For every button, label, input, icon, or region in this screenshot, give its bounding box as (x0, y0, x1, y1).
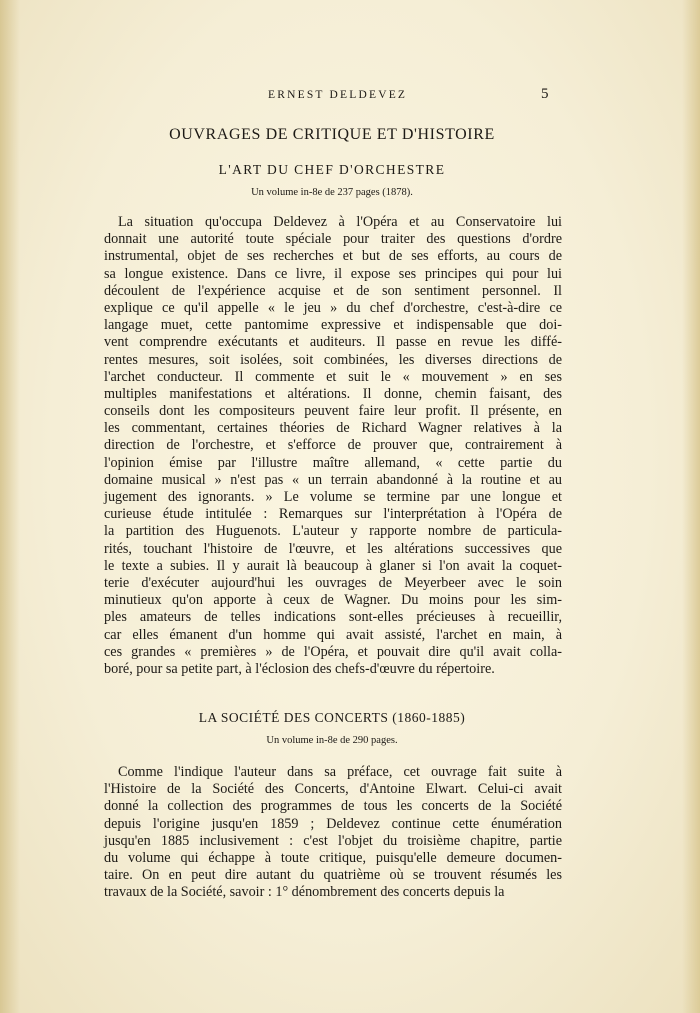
text-line: La situation qu'occupa Deldevez à l'Opéra et au Conservatoire lui (118, 214, 562, 230)
text-line: jusqu'en 1885 inclusivement : c'est l'objet du troisième chapitre, partie (104, 832, 562, 849)
text-line: ces grandes « premières » de l'Opéra, et pouvait dire qu'il avait colla- (104, 643, 562, 660)
text-line: direction de l'orchestre, et s'efforce de prouver que, contrairement à (104, 437, 562, 454)
text-line: vent comprendre exécutants et auditeurs. Il passe en revue les diffé- (104, 334, 562, 351)
text-line: depuis l'origine jusqu'en 1859 ; Deldevez continue cette énumération (104, 815, 562, 832)
text-line: donnait une autorité toute spéciale pour traiter des questions d'ordre (104, 231, 562, 248)
text-line: les commentant, certaines théories de Richard Wagner relatives à la (104, 420, 562, 437)
text-line: sa longue existence. Dans ce livre, il expose ses principes qui pour lui (104, 265, 562, 282)
text-line: l'opinion émise par l'illustre maître allemand, « cette partie du (104, 454, 562, 471)
text-line: instrumental, objet de ses recherches et but de ses efforts, au cours de (104, 248, 562, 265)
text-line: multiples manifestations et altérations. Il donne, chemin faisant, des (104, 385, 562, 402)
volume-note-art-du-chef: Un volume in-8e de 237 pages (1878). (251, 187, 413, 198)
text-line: ples amateurs de telles indications sont-elles précieuses à recueillir, (104, 609, 562, 626)
text-line: travaux de la Société, savoir : 1° dénombrement des concerts depuis la (104, 884, 505, 901)
text-line: rentes mesures, soit isolées, soit combinées, les diverses directions de (104, 351, 562, 368)
text-line: l'archet conducteur. Il commente et suit le « mouvement » en ses (104, 368, 562, 385)
text-line: le texte a subies. Il y aurait là beaucoup à glaner si l'on avait la coquet- (104, 557, 562, 574)
text-line: minutieux qu'on apporte à ceux de Wagner. Du moins pour les sim- (104, 592, 562, 609)
text-line: la partition des Huguenots. L'auteur y rapporte nombre de particula- (104, 523, 562, 540)
text-line: taire. On en peut dire autant du quatrième où se trouvent résumés les (104, 867, 562, 884)
paragraph-societe-des-concerts (104, 764, 562, 902)
text-line: conseils dont les compositeurs peuvent faire leur profit. Il présente, en (104, 403, 562, 420)
text-line: domaine musical » n'est pas « un terrain abandonné à la routine et au (104, 471, 562, 488)
work-title-art-du-chef: L'ART DU CHEF D'ORCHESTRE (218, 162, 446, 177)
page-right-edge-shadow (682, 0, 700, 1013)
text-line: car elles émanent d'un homme qui avait assisté, l'archet en main, à (104, 626, 562, 643)
text-line: Comme l'indique l'auteur dans sa préface, cet ouvrage fait suite à (118, 764, 562, 780)
page-number: 5 (541, 86, 549, 102)
text-line: donné la collection des programmes de tous les concerts de la Société (104, 798, 562, 815)
text-line: rités, touchant l'histoire de l'œuvre, et les altérations successives que (104, 540, 562, 557)
paragraph-art-du-chef (104, 214, 562, 678)
page-left-edge-shadow (0, 0, 20, 1013)
work-title-societe-des-concerts: LA SOCIÉTÉ DES CONCERTS (1860-1885) (198, 710, 466, 725)
text-line: jugement des ignorants. » Le volume se termine par une longue et (104, 489, 562, 505)
running-head: ERNEST DELDEVEZ (268, 89, 408, 101)
text-line: curieuse étude intitulée : Remarques sur l'interprétation à l'Opéra de (104, 506, 562, 523)
text-line: explique ce qu'il appelle « le jeu » du chef d'orchestre, c'est-à-dire ce (104, 299, 562, 316)
section-title: OUVRAGES DE CRITIQUE ET D'HISTOIRE (169, 126, 495, 143)
text-line: du volume qui échappe à toute critique, puisqu'elle demeure documen- (104, 849, 562, 866)
text-line: boré, pour sa petite part, à l'éclosion des chefs-d'œuvre du répertoire. (104, 660, 495, 677)
text-line: découlent de l'expérience acquise et de son sentiment personnel. Il (104, 282, 562, 299)
volume-note-societe-des-concerts: Un volume in-8e de 290 pages. (266, 735, 398, 746)
text-line: terie d'exécuter aujourd'hui les ouvrages de Meyerbeer avec le soin (104, 574, 562, 591)
text-line: l'Histoire de la Société des Concerts, d'Antoine Elwart. Celui-ci avait (104, 781, 562, 798)
text-line: langage muet, cette pantomime expressive et indispensable que doi- (104, 317, 562, 334)
